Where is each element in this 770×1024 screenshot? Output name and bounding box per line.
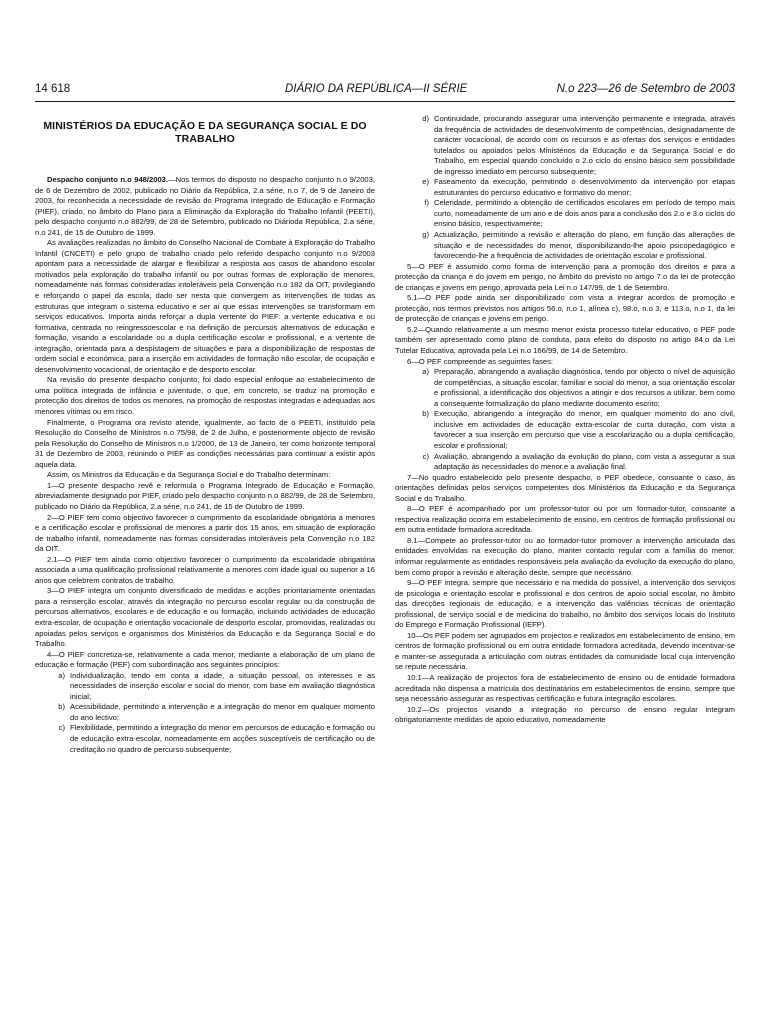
item-text: Preparação, abrangendo a avaliação diagnóstica, tendo por objecto o nível de aquisição de competências, a situação escolar, familiar e social do menor, a sua orientação escolar e profissional, a identificação dos objectivos a atingir e dos recursos a utilizar, bem como a consequente formalização do plano mediante documento escrito; [434,367,735,408]
paragraph: 6—O PEF compreende as seguintes fases: [407,356,554,366]
paragraph: 10.1—A realização de projectos fora de estabelecimento de ensino ou de entidade formadora acreditada não dispensa a matrícula dos destinatários em estabelecimentos de ensino, sempre que seja necessário assegurar as respectivas certificação e futura integração escolares. [395,672,735,704]
item-label: a) [58,670,65,680]
list-item [407,230,735,262]
paragraph: As avaliações realizadas no âmbito do Conselho Nacional de Combate à Exploração do Trabalho Infantil (CNCETI) e pelo grupo de trabalho criado pelo referido despacho conjunto n.o 9/2003 apontam para a necessidade de alargar e flexibilizar a resposta aos casos de abandono escolar motivados pela exploração do trabalho infantil ou por outras formas de exploração de menores, nomeadamente nas formas consideradas intoleráveis pela Convenção n.o 182 da OIT, privilegiando e reforçando o papel da escola, dado ser nesta que convergem as intervenções de todas as estruturas que integram o sistema educativo e ser aí que essas intervenções se transformam em serviços educativos. Importa ainda reforçar a dupla vertente do PIEF: a vertente educativa e ou formativa, centrada no reingressoescolar e na definição de percursos alternativos de educação e formação, visando a escolaridade ou a dupla certificação escolar e profissional, e a vertente de integração, orientada para a despistagem de situações e para a disponibilização de respostas de ordem social e económica, para a inserção em actividades de formação não escolar, de ocupação e desenvolvimento vocacional, de orientação e de desporto escolar. [35,238,375,374]
paragraph: Assim, os Ministros da Educação e da Segurança Social e do Trabalho determinam: [47,470,331,480]
principles-list-continued [395,114,735,262]
paragraph: 3—O PIEF integra um conjunto diversificado de medidas e acções prioritariamente orientadas para a reinserção escolar, através da integração no percurso escolar regular ou da construção de percursos alternativos, escolares e de educação e ou formação, incluindo actividades de educação extra-escolar, de ocupação e orientação vocacionale de desporto escolar, promovidas, realizadas ou apoiadas pelos serviços e organismos dos Ministérios da Educação e da Segurança Social e do Trabalho. [35,586,375,649]
item-label: g) [422,230,429,240]
paragraph: 2—O PIEF tem como objectivo favorecer o cumprimento da escolaridade obrigatória a menores e a certificação escolar e profissional de menores a partir dos 15 anos, em situação de exploração de trabalho infantil, nomeadamente nas formas consideradas intoleráveis pela Convenção n.o 182 da OIT. [35,512,375,554]
item-label: a) [422,367,429,377]
paragraph: 5.2—Quando relativamente a um mesmo menor exista processo tutelar educativo, o PEF pode também ser apresentado como plano de conduta, para efeito do disposto no artigo 84.o da Lei Tutelar Educativa, aprovada pela Lei n.o 166/99, de 14 de Setembro. [395,324,735,356]
item-text: Avaliação, abrangendo a avaliação da evolução do plano, com vista a assegurar a sua adaptação às necessidades do menor,e a avaliação final. [434,451,735,472]
item-text: Execução, abrangendo a integração do menor, em qualquer momento do ano civil, inclusive em actividades de educação extra-escolar de curta duração, com vista a favorecer a sua inserção em percurso que vise a escolarização ou a dupla certificação, escolar e profissional; [434,409,735,450]
item-text: Continuidade, procurando assegurar uma intervenção permanente e integrada, através da frequência de actividades de desenvolvimento de competências, designadamente de carácter vocacional, de acordo com os recursos e as ofertas dos serviços e entidades tutelados ou apoiados pelos Ministérios da Educação e da Segurança Social e do Trabalho, em especial quando concluído o 2.o ciclo do ensino básico sem possibilidade de ingresso imediato em percurso subsequente; [434,114,735,176]
phases-list [395,367,735,472]
item-label: b) [422,409,429,419]
list-item [47,702,375,723]
list-item [407,198,735,230]
page-number: 14 618 [35,83,71,95]
list-item [407,409,735,451]
paragraph: 1—O presente despacho revê e reformula o Programa Integrado de Educação e Formação, abreviadamente designado por PIEF, criado pelo despacho conjunto n.o 882/99, de 28 de Setembro, publicado no Diário da República, 2.a série, n.o 241, de 15 de Outubro de 1999. [35,480,375,511]
list-item [407,114,735,177]
section-title: MINISTÉRIOS DA EDUCAÇÃO E DA SEGURANÇA SOCIAL E DO TRABALHO [43,120,367,145]
item-text: Individualização, tendo em conta a idade, a situação pessoal, os interesses e as necessidades de inserção escolar e social do menor, com base em avaliação diagnóstica inicial; [70,670,375,701]
journal-name: DIÁRIO DA REPÚBLICA—II SÉRIE [285,83,468,95]
list-item [47,671,375,703]
paragraph: 8—O PEF é acompanhado por um professor-tutor ou por um formador-tutor, consoante a respectiva realização ocorra em estabelecimento de ensino, em centros de formação profissional ou em outra entidade formadora acreditada. [395,504,735,535]
despacho-label: Despacho conjunto n.o 948/2003. [47,175,169,184]
paragraph: —Nos termos do disposto no despacho conjunto n.o 9/2003, de 6 de Dezembro de 2002, publicado no Diário da República, 2.a série, n.o 7, de 9 de Janeiro de 2003, foi reconhecida a necessidade de revisão do Programa Integrado de Educação e Formação (PIEF), criado, no âmbito do Plano para a Eliminação da Exploração do Trabalho Infantil (PEETI), pelo despacho conjunto n.o 882/99, de 28 de Setembro, publicado no Diárioda República, 2.a série, n.o 241, de 15 de Outubro de 1999. [35,175,375,237]
page-header-area [35,83,735,99]
paragraph: Na revisão do presente despacho conjunto, foi dado especial enfoque ao estabelecimento de uma política integrada de infância e juventude, o que, em concreto, se traduz na promoção e protecção dos direitos de todos os menores, na promoção de respostas integradas e adequadas aos menores vítimas ou em risco. [35,375,375,417]
list-item [407,177,735,198]
left-column [35,114,375,755]
right-column [395,114,735,726]
item-label: f) [424,198,429,208]
paragraph: 4—O PIEF concretiza-se, relativamente a cada menor, mediante a elaboração de um plano de educação e formação (PEF) com subordinação aos seguintes princípios: [35,649,375,670]
header-rule [35,101,735,102]
paragraph: 5—O PEF é assumido como forma de intervenção para a promoção dos direitos e para a protecção da criança e do jovem em perigo, no âmbito do previsto no artigo 7.o da lei de protecção de crianças e jovens em perigo, aprovada pela Lei n.o 147/99, de 1 de Setembro. [395,261,735,292]
list-item [47,723,375,755]
item-text: Actualização, permitindo a revisão e alteração do plano, em função das alterações de situação e de necessidades do menor, disponibilizando-lhe apoio psicopedagógico e favorecendo-lhe a frequência de actividades de orientação escolar e profissional. [434,230,735,261]
paragraph: 2.1—O PIEF tem ainda como objectivo favorecer o cumprimento da escolaridade obrigatória associada a uma qualificação profissional relativamente a menores com idade igual ou superior a 16 anos que celebrem contratos de trabalho. [35,554,375,585]
paragraph: Finalmente, o Programa ora revisto atende, igualmente, ao facto de o PEETI, instituído pela Resolução do Conselho de Ministros n.o 75/98, de 2 de Julho, e posteriormente objecto de revisão pela Resolução do Conselho de Ministros n.o 1/2000, de 13 de Janeiro, ter como horizonte temporal 31 de Dezembro de 2003, reunindo o PIEF as condições necessárias para continuar a existir após aquela data. [35,417,375,469]
paragraph: 7—No quadro estabelecido pelo presente despacho, o PEF obedece, consoante o caso, às orientações definidas pelos serviços competentes dos Ministérios da Educação e da Segurança Social e do Trabalho. [395,472,735,503]
item-label: b) [58,702,65,712]
running-header [35,83,735,99]
item-text: Acessibilidade, permitindo a intervenção e a integração do menor em qualquer momento do ano lectivo; [70,702,375,722]
item-label: d) [422,114,429,123]
paragraph: 10.2—Os projectos visando a integração no percurso de ensino regular integram obrigatoriamente medidas de apoio educativo, nomeadamente [395,704,735,725]
paragraph: 8.1—Compete ao professor-tutor ou ao formador-tutor promover a intervenção articulada das entidades envolvidas na execução do plano, manter contacto regular com a família do menor, informar regularmente as entidades responsáveis pela avaliação da evolução da execução do plano, bem como propor a revisão e alteração deste, sempre que necessário. [395,535,735,577]
item-label: c) [422,451,429,461]
item-label: e) [422,177,429,187]
paragraph: 5.1—O PEF pode ainda ser disponibilizado com vista a integrar acordos de promoção e protecção, nos termos previstos nos artigos 56.o, n.o 1, alínea c), 98.o, n.o 3, e 113.o, n.o 1, da lei de protecção de crianças e jovens em perigo. [395,293,735,324]
issue-date: N.o 223—26 de Setembro de 2003 [556,83,735,95]
paragraph: 10—Os PEF podem ser agrupados em projectos e realizados em estabelecimento de ensino, em centros de formação profissional ou em outra entidade formadora acreditada, devendo incentivar-se e manter-se assegurada a articulação com outras entidades da comunidade local cuja intervenção se repute necessária. [395,630,735,672]
list-item [407,367,735,409]
item-text: Celeridade, permitindo a obtenção de certificados escolares em período de tempo mais curto, nomeadamente de um ano e de dois anos para a conclusão dos 2.o e 3.o ciclos do ensino básico, respectivamente; [434,198,735,229]
item-text: Flexibilidade, permitindo a integração do menor em percursos de educação e formação ou de educação extra-escolar, nomeadamente em acções susceptíveis de certificação ou de creditação no quadro de percurso subsequente; [70,723,375,754]
paragraph: 9—O PEF integra, sempre que necessário e na medida do possível, a intervenção dos serviços de psicologia e orientação escolar e profissional e dos centros de apoio social escolar, no âmbito das direcções regionais de educação, e a intervenção das valências técnicas de orientação profissional, de serviço social e de medicina do trabalho, no âmbito dos serviços locais do Instituto do Emprego e Formação Profissional (IEFP). [395,578,735,630]
principles-list [35,671,375,755]
item-text: Faseamento da execução, permitindo o desenvolvimento da intervenção por etapas estruturantes do percurso educativo e formativo do menor; [434,177,735,197]
list-item [407,452,735,473]
despacho-intro [35,175,375,238]
item-label: c) [58,723,65,733]
